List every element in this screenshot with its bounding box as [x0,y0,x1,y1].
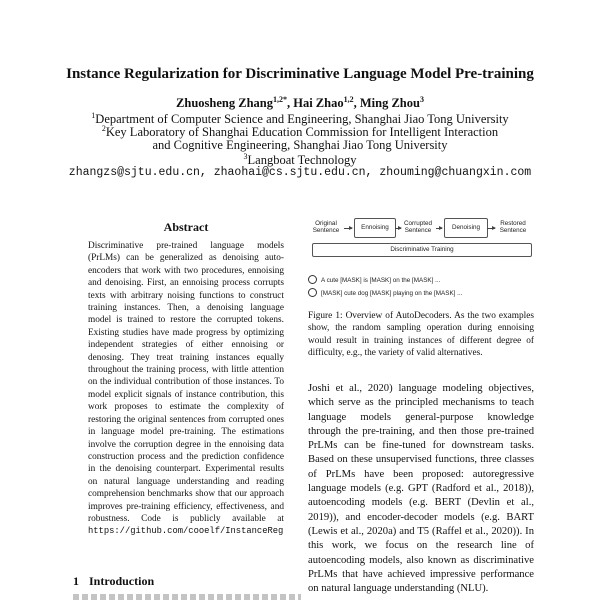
author-emails: zhangzs@sjtu.edu.cn, zhaohai@cs.sjtu.edu.cn, zhouming@chuangxin.com [68,166,532,179]
robot-icon [308,275,317,284]
denoising-box: Denoising [444,218,488,238]
abstract-text: Discriminative pre-trained language models (PrLMs) can be generalized as denoising auto-encoders that work with two procedures, ennoising and denoising. First, an ennoising process corrupts texts with arbitrary noising functions to construct training instances. Then, a denoising language model is trained to restore the corrupted tokens. Existing studies have made progress by optimizing independent strategies of either ennoising or denosing. They treat training instances equally throughout the training process, with little attention on the individual contribution of those instances. To model explicit signals of instance contribution, this work proposes to estimate the complexity of restoring the original sentences from corrupted ones in language model pre-training. The estimations involve the corruption degree in the ennoising data construction process and the prediction confidence in the denoising counterpart. Experimental results on natural language understanding and reading comprehension benchmarks show that our approach improves pre-training efficiency, effectiveness, and robustness. Code is publicly available at [88,241,284,524]
code-link[interactable]: https://github.com/cooelf/InstanceReg [88,526,284,537]
author-affil-sup: 1,2* [272,95,287,104]
section-number: 1 [73,574,79,588]
figure-caption: Figure 1: Overview of AutoDecoders. As the two examples show, the random sampling operation during ennoising would result in training instances of different degree of difficulty, e.g., the variety of valid alternatives. [308,311,534,359]
author-affil-sup: 1,2 [343,95,354,104]
section-title: Introduction [89,574,155,588]
paper-title: Instance Regularization for Discriminative Language Model Pre-training [66,66,534,82]
corrupted-sentence-label: Corrupted Sentence [403,220,432,234]
author-name: Hai Zhao [293,96,344,111]
ennoising-box: Ennoising [354,218,396,238]
author-affil-sup: 3 [419,95,424,104]
right-column-text: Joshi et al., 2020) language modeling objectives, which serve as the principled mechanisms to teach language models general-purpose knowledge through the pre-training, and then those pre-trained PrLMs can be fine-tuned for downstream tasks. Based on these unsupervised functions, three classes of PrLMs have been proposed: autoregressive language models (e.g. GPT (Radford et al., 2018)), autoencoding models (e.g. BERT (Devlin et al., 2019)), and encoder-decoder models (e.g. BART (Lewis et al., 2020a) and T5 (Raffel et al., 2020)). In this work, we focus on the research line of autoencoding models, also known as discriminative PrLMs that have achieved impressive performance on natural language understanding (NLU). [308,383,534,595]
affiliation: and Cognitive Engineering, Shanghai Jiao Tong University [152,138,448,152]
truncated-text-line [73,594,301,600]
robot-icon [308,288,317,297]
section-heading [73,574,164,589]
figure-1 [308,213,534,308]
example-row: A cute [MASK] is [MASK] on the [MASK] ... [308,276,440,285]
affiliation: $^2$Key Laboratory of Shanghai Education Commission for Intelligent Interaction [101,124,499,140]
restored-sentence-label: Restored Sentence [499,220,527,234]
original-sentence-label: Original Sentence [312,220,340,234]
affiliation: $^3$Langboat Technology [243,152,357,168]
discriminative-training-box: Discriminative Training [312,243,532,257]
author-name: Ming Zhou [359,96,420,111]
abstract-heading: Abstract [163,220,209,234]
author-name: Zhuosheng Zhang [176,96,273,111]
author-list: Zhuosheng Zhang$^{1,2*}$, Hai Zhao$^{1,2}$, Ming Zhou$^3$ [176,95,424,111]
example-row: [MASK] cute dog [MASK] playing on the [MASK] ... [308,289,462,298]
arrow [344,228,352,229]
abstract-body [88,240,284,538]
arrow [436,228,442,229]
affiliation: $^1$Department of Computer Science and Engineering, Shanghai Jiao Tong University [91,111,509,127]
